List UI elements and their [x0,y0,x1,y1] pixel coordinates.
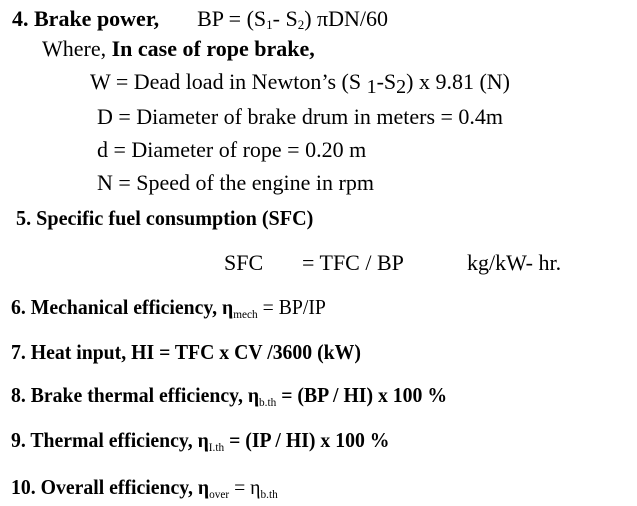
sfc-heading: 5. Specific fuel consumption (SFC) [16,206,314,230]
heat-input-line: 7. Heat input, HI = TFC x CV /3600 (kW) [11,340,361,364]
engine-speed-line: N = Speed of the engine in rpm [97,170,374,195]
sfc-unit: kg/kW- hr. [467,250,562,275]
drum-diameter-line: D = Diameter of brake drum in meters = 0.4m [97,104,504,129]
sfc-label: SFC [224,250,264,275]
dead-load-line: W = Dead load in Newton’s (S $_1-S_2$) x 9.81 (N) [90,69,511,98]
brake-thermal-efficiency-line: 8. Brake thermal efficiency, $\eta_{b.th} = (BP / HI)$ x 100 % [11,383,448,409]
rope-diameter-line: d = Diameter of rope = 0.20 m [97,137,367,162]
bp-formula: BP = ($S_1-$ $S_2$) πDN/60 [197,6,389,32]
thermal-efficiency-line: 9. Thermal efficiency, $\eta_{I.th} = (IP / HI)$ x 100 % [11,428,390,454]
brake-power-line [12,8,388,31]
brake-power-heading: 4. Brake power, [12,6,160,31]
where-line: Where, In case of rope brake, [42,36,315,61]
sfc-formula: = TFC / BP [302,250,404,275]
mechanical-efficiency-line: 6. Mechanical efficiency, $\eta_{mech} = BP/IP$ [11,295,326,321]
overall-efficiency-line: 10. Overall efficiency, $\eta_{over} = \eta_{b.th}$ [11,475,278,501]
